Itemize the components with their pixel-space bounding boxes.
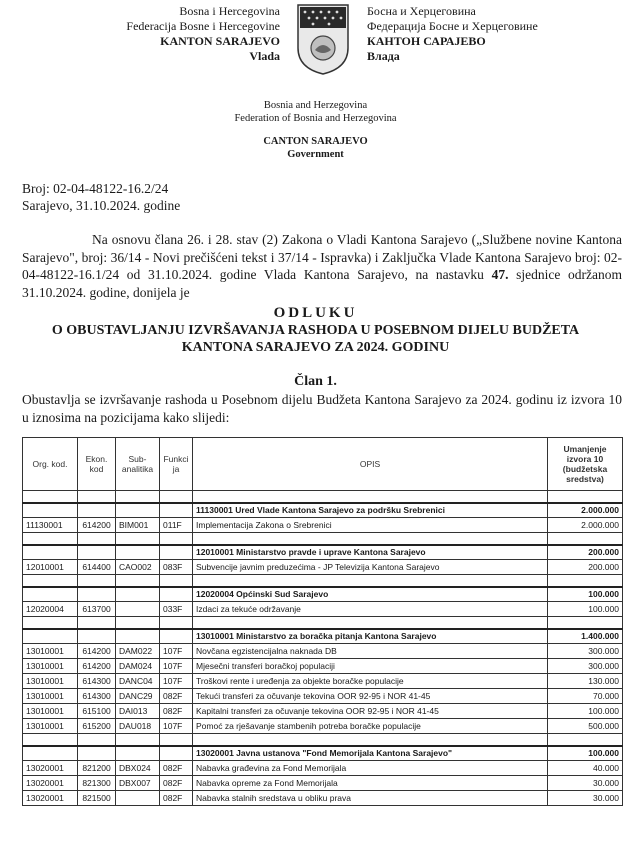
cell-ekon: 821200	[78, 761, 116, 776]
spacer-cell	[78, 533, 116, 545]
cell-amount: 130.000	[548, 674, 623, 689]
cell-amount: 500.000	[548, 719, 623, 734]
cell-opis: Pomoć za rješavanje stambenih potreba boračke populacije	[193, 719, 548, 734]
group-title: 13020001 Javna ustanova "Fond Memorijala Kantona Sarajevo"	[193, 746, 548, 761]
group-row	[23, 746, 623, 761]
article-heading: Član 1.	[294, 374, 337, 389]
cell-org: 13010001	[23, 674, 78, 689]
spacer-cell	[193, 491, 548, 503]
cell-org: 13020001	[23, 791, 78, 806]
cell-ekon: 614300	[78, 689, 116, 704]
cell-ekon: 615200	[78, 719, 116, 734]
cell-amount: 300.000	[548, 659, 623, 674]
cell-ekon: 614200	[78, 644, 116, 659]
spacer-cell	[193, 734, 548, 746]
cell-funk: 082F	[160, 761, 193, 776]
reference-place-date: Sarajevo, 31.10.2024. godine	[22, 198, 181, 213]
group-title: 11130001 Ured Vlade Kantona Sarajevo za podršku Srebrenici	[193, 503, 548, 518]
intro-part-1: Na osnovu člana 26. i 28. stav (2) Zakona o Vladi Kantona Sarajevo („Službene novine Kantona Sarajevo", broj: 36/14 - Novi prečišćeni tekst i 37/14 - Ispravka) i Zaključka Vlade Kantona Sarajevo broj: 02-04-48122-16.1/24 od 31.10.2024. godine Vlada Kantona Sarajevo, na nastavku	[22, 232, 622, 282]
cell-amount: 300.000	[548, 644, 623, 659]
cell-funk: 082F	[160, 704, 193, 719]
english-line-2: Federation of Bosnia and Herzegovina	[234, 113, 397, 124]
spacer-cell	[548, 734, 623, 746]
group-total: 1.400.000	[548, 629, 623, 644]
spacer-cell	[160, 734, 193, 746]
english-line-3: CANTON SARAJEVO	[263, 136, 368, 147]
spacer-cell	[23, 575, 78, 587]
group-empty-cell	[160, 629, 193, 644]
group-empty-cell	[160, 545, 193, 560]
table-row	[23, 518, 623, 533]
header-org: Org. kod.	[23, 438, 78, 491]
group-total: 100.000	[548, 746, 623, 761]
cell-sub: DAI013	[116, 704, 160, 719]
reference-block	[22, 180, 180, 214]
header-right	[367, 4, 607, 64]
cell-funk: 082F	[160, 776, 193, 791]
cell-funk: 107F	[160, 674, 193, 689]
reference-number: Broj: 02-04-48122-16.2/24	[22, 181, 169, 196]
cell-sub: DAU018	[116, 719, 160, 734]
header-right-line-4: Влада	[367, 49, 400, 63]
spacer-cell	[116, 533, 160, 545]
cell-sub: DANC04	[116, 674, 160, 689]
header-left	[60, 4, 280, 64]
cell-org: 13010001	[23, 704, 78, 719]
group-total: 100.000	[548, 587, 623, 602]
cell-org: 13010001	[23, 659, 78, 674]
cell-funk: 107F	[160, 719, 193, 734]
cell-sub	[116, 602, 160, 617]
cell-ekon: 614200	[78, 518, 116, 533]
cell-sub: CAO002	[116, 560, 160, 575]
cell-org: 13010001	[23, 689, 78, 704]
group-title: 13010001 Ministarstvo za boračka pitanja Kantona Sarajevo	[193, 629, 548, 644]
title-word: ODLUKU	[273, 305, 358, 321]
cell-funk: 107F	[160, 644, 193, 659]
spacer-row	[23, 575, 623, 587]
table-row	[23, 602, 623, 617]
title-line-2: KANTONA SARAJEVO ZA 2024. GODINU	[181, 340, 450, 355]
header-ekon: Ekon. kod	[78, 438, 116, 491]
cell-ekon: 615100	[78, 704, 116, 719]
group-empty-cell	[78, 503, 116, 518]
cell-sub: DAM024	[116, 659, 160, 674]
spacer-cell	[78, 491, 116, 503]
table-row	[23, 791, 623, 806]
cell-amount: 40.000	[548, 761, 623, 776]
group-empty-cell	[116, 629, 160, 644]
header-left-line-1: Bosna i Hercegovina	[179, 4, 280, 18]
cell-org: 12010001	[23, 560, 78, 575]
cell-opis: Subvencije javnim preduzećima - JP Televizija Kantona Sarajevo	[193, 560, 548, 575]
group-total: 2.000.000	[548, 503, 623, 518]
cell-opis: Troškovi rente i uređenja za objekte boračke populacije	[193, 674, 548, 689]
cell-opis: Tekući transferi za očuvanje tekovina OOR 92-95 i NOR 41-45	[193, 689, 548, 704]
table-row	[23, 659, 623, 674]
english-line-1: Bosnia and Herzegovina	[263, 100, 368, 111]
table-row	[23, 560, 623, 575]
cell-opis: Nabavka stalnih sredstava u obliku prava	[193, 791, 548, 806]
spacer-cell	[160, 617, 193, 629]
table-row	[23, 674, 623, 689]
spacer-cell	[116, 491, 160, 503]
cell-sub: DBX007	[116, 776, 160, 791]
spacer-cell	[548, 617, 623, 629]
cell-ekon: 614300	[78, 674, 116, 689]
spacer-cell	[548, 575, 623, 587]
canton-sarajevo-coat-of-arms	[295, 2, 351, 76]
cell-amount: 30.000	[548, 791, 623, 806]
budget-table	[22, 437, 623, 806]
intro-paragraph	[22, 231, 622, 301]
spacer-row	[23, 533, 623, 545]
table-row	[23, 689, 623, 704]
cell-sub: BIM001	[116, 518, 160, 533]
table-row	[23, 776, 623, 791]
spacer-cell	[23, 491, 78, 503]
group-title: 12020004 Općinski Sud Sarajevo	[193, 587, 548, 602]
spacer-row	[23, 734, 623, 746]
header-right-line-1: Босна и Херцеговина	[367, 4, 476, 18]
group-empty-cell	[116, 587, 160, 602]
spacer-cell	[548, 533, 623, 545]
spacer-cell	[160, 575, 193, 587]
cell-funk: 082F	[160, 791, 193, 806]
cell-opis: Nabavka opreme za Fond Memorijala	[193, 776, 548, 791]
cell-ekon: 614400	[78, 560, 116, 575]
cell-amount: 70.000	[548, 689, 623, 704]
header-right-line-3: КАНТОН САРАЈЕВО	[367, 34, 486, 48]
spacer-cell	[160, 491, 193, 503]
spacer-cell	[116, 575, 160, 587]
spacer-cell	[193, 533, 548, 545]
spacer-cell	[548, 491, 623, 503]
table-row	[23, 704, 623, 719]
table-header-row	[23, 438, 623, 491]
cell-ekon: 821500	[78, 791, 116, 806]
cell-opis: Novčana egzistencijalna naknada DB	[193, 644, 548, 659]
group-empty-cell	[23, 503, 78, 518]
cell-ekon: 613700	[78, 602, 116, 617]
group-empty-cell	[160, 503, 193, 518]
group-empty-cell	[78, 746, 116, 761]
header-right-line-2: Федерација Босне и Херцеговине	[367, 19, 538, 33]
cell-funk: 011F	[160, 518, 193, 533]
header-left-line-2: Federacija Bosne i Hercegovine	[126, 19, 280, 33]
cell-sub: DBX024	[116, 761, 160, 776]
group-empty-cell	[23, 587, 78, 602]
cell-sub: DAM022	[116, 644, 160, 659]
group-row	[23, 629, 623, 644]
header-left-line-3: KANTON SARAJEVO	[160, 34, 280, 48]
spacer-cell	[78, 734, 116, 746]
cell-funk: 082F	[160, 689, 193, 704]
spacer-cell	[23, 533, 78, 545]
intro-session: 47.	[491, 267, 509, 282]
cell-amount: 200.000	[548, 560, 623, 575]
english-line-4: Government	[287, 149, 344, 160]
cell-sub: DANC29	[116, 689, 160, 704]
spacer-row	[23, 617, 623, 629]
group-empty-cell	[23, 629, 78, 644]
cell-opis: Nabavka građevina za Fond Memorijala	[193, 761, 548, 776]
header-sub: Sub-analitika	[116, 438, 160, 491]
cell-amount: 30.000	[548, 776, 623, 791]
cell-funk: 033F	[160, 602, 193, 617]
cell-opis: Implementacija Zakona o Srebrenici	[193, 518, 548, 533]
intro-part-2: sjednice održanom 31.10.2024. godine, donijela je	[22, 267, 623, 300]
cell-opis: Kapitalni transferi za očuvanje tekovina OOR 92-95 i NOR 41-45	[193, 704, 548, 719]
cell-opis: Mjesečni transferi boračkoj populaciji	[193, 659, 548, 674]
group-total: 200.000	[548, 545, 623, 560]
group-row	[23, 503, 623, 518]
document-title	[0, 305, 631, 356]
spacer-cell	[78, 575, 116, 587]
group-empty-cell	[23, 746, 78, 761]
english-header	[0, 99, 631, 161]
header-funk: Funkcija	[160, 438, 193, 491]
cell-org: 13010001	[23, 719, 78, 734]
cell-opis: Izdaci za tekuće održavanje	[193, 602, 548, 617]
group-empty-cell	[116, 503, 160, 518]
cell-ekon: 821300	[78, 776, 116, 791]
spacer-cell	[193, 617, 548, 629]
spacer-cell	[116, 617, 160, 629]
spacer-cell	[78, 617, 116, 629]
group-empty-cell	[160, 746, 193, 761]
group-row	[23, 587, 623, 602]
header-left-line-4: Vlada	[249, 49, 280, 63]
group-row	[23, 545, 623, 560]
group-empty-cell	[160, 587, 193, 602]
article-text: Obustavlja se izvršavanje rashoda u Posebnom dijelu Budžeta Kantona Sarajevo za 2024. godinu iz izvora 10 u iznosima na pozicijama kako slijedi:	[22, 392, 622, 425]
budget-table-body	[23, 491, 623, 806]
spacer-cell	[160, 533, 193, 545]
table-row	[23, 761, 623, 776]
group-empty-cell	[78, 629, 116, 644]
cell-org: 13020001	[23, 776, 78, 791]
table-row	[23, 719, 623, 734]
cell-amount: 100.000	[548, 704, 623, 719]
header-opis: OPIS	[193, 438, 548, 491]
group-empty-cell	[23, 545, 78, 560]
cell-org: 11130001	[23, 518, 78, 533]
spacer-cell	[193, 575, 548, 587]
header-amount: Umanjenje izvora 10 (budžetska sredstva)	[548, 438, 623, 491]
cell-org: 13020001	[23, 761, 78, 776]
cell-ekon: 614200	[78, 659, 116, 674]
spacer-cell	[116, 734, 160, 746]
spacer-row	[23, 491, 623, 503]
group-empty-cell	[116, 545, 160, 560]
cell-sub	[116, 791, 160, 806]
cell-org: 12020004	[23, 602, 78, 617]
cell-org: 13010001	[23, 644, 78, 659]
group-empty-cell	[116, 746, 160, 761]
cell-funk: 083F	[160, 560, 193, 575]
cell-funk: 107F	[160, 659, 193, 674]
spacer-cell	[23, 734, 78, 746]
title-line-1: O OBUSTAVLJANJU IZVRŠAVANJA RASHODA U POSEBNOM DIJELU BUDŽETA	[51, 323, 580, 338]
group-empty-cell	[78, 545, 116, 560]
spacer-cell	[23, 617, 78, 629]
cell-amount: 2.000.000	[548, 518, 623, 533]
cell-amount: 100.000	[548, 602, 623, 617]
group-title: 12010001 Ministarstvo pravde i uprave Kantona Sarajevo	[193, 545, 548, 560]
group-empty-cell	[78, 587, 116, 602]
table-row	[23, 644, 623, 659]
